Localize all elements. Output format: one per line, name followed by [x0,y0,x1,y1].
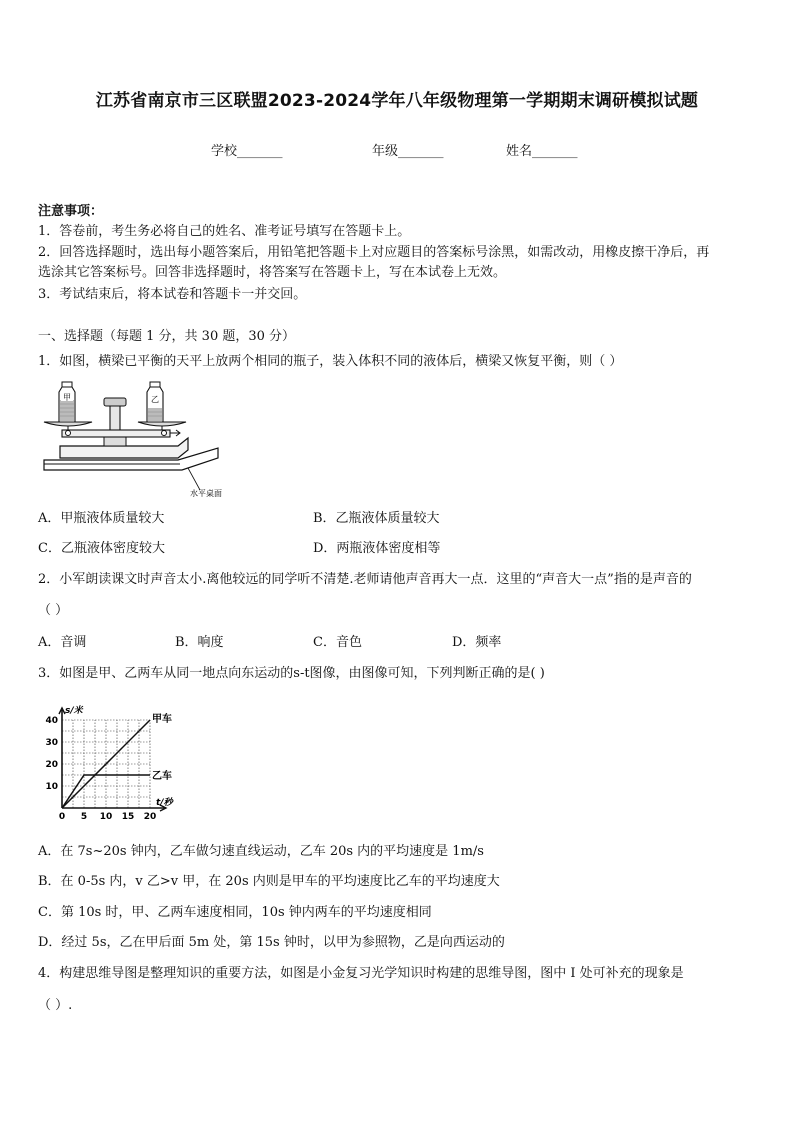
legend-yi: 乙车 [152,771,172,782]
q1-option-a: A．甲瓶液体质量较大 [38,511,165,526]
chart-xlabel: t/秒 [156,798,173,808]
q1-option-d: D．两瓶液体密度相等 [313,541,441,556]
q2-stem: 2．小军朗读课文时声音太小.离他较远的同学听不清楚.老师请他声音再大一点．这里的“声音大一点”指的是声音的 [38,572,692,587]
q3-option-b: B．在 0-5s 内，v 乙>v 甲，在 20s 内则是甲车的平均速度比乙车的平均速度大 [38,874,500,889]
table-caption: 水平桌面 [190,489,222,498]
y-tick-label: 40 [45,716,58,726]
x-tick-label: 0 [58,812,66,822]
st-chart [38,700,198,828]
school-field: 学校_______ [211,144,283,159]
bottle-yi-cap [150,382,160,387]
q1-option-b: B．乙瓶液体质量较大 [313,511,440,526]
q3-option-d: D．经过 5s，乙在甲后面 5m 处，第 15s 钟时，以甲为参照物，乙是向西运动的 [38,935,505,950]
q2-stem-cont: （ ） [38,603,69,618]
x-tick-label: 10 [99,812,113,822]
q3-option-a: A．在 7s~20s 钟内，乙车做匀速直线运动，乙车 20s 内的平均速度是 1m/s [38,844,484,859]
right-pan [138,422,186,426]
name-field: 姓名_______ [506,144,578,159]
bottle-label-jia: 甲 [63,393,71,402]
bottle-label-yi: 乙 [151,395,159,404]
balance-beam [62,430,170,437]
y-tick-label: 10 [45,782,58,792]
balance-figure [38,378,244,500]
notice-heading: 注意事项： [38,204,104,219]
left-pan [44,422,92,426]
y-tick-label: 20 [45,760,58,770]
notice-item-2-cont: 选涂其它答案标号。回答非选择题时，将答案写在答题卡上，写在本试卷上无效。 [38,265,507,280]
q2-option-b: B．响度 [175,635,224,650]
q1-stem: 1．如图，横梁已平衡的天平上放两个相同的瓶子，装入体积不同的液体后，横梁又恢复平衡，则（ ） [38,354,623,369]
page-title: 江苏省南京市三区联盟2023-2024学年八年级物理第一学期期末调研模拟试题 [95,91,699,111]
q3-stem: 3．如图是甲、乙两车从同一地点向东运动的s-t图像，由图像可知，下列判断正确的是( ) [38,666,545,681]
q2-option-a: A．音调 [38,635,87,650]
q2-option-d: D．频率 [452,635,502,650]
q4-stem: 4．构建思维导图是整理知识的重要方法，如图是小金复习光学知识时构建的思维导图，图中 I 处可补充的现象是 [38,966,684,981]
q2-option-c: C．音色 [313,635,362,650]
notice-item-2: 2．回答选择题时，选出每小题答案后，用铅笔把答题卡上对应题目的答案标号涂黑，如需改动，用橡皮擦干净后，再 [38,245,710,260]
x-tick-label: 15 [121,812,135,822]
grade-field: 年级_______ [372,144,444,159]
q3-option-c: C．第 10s 时，甲、乙两车速度相同，10s 钟内两车的平均速度相同 [38,905,432,920]
y-tick-label: 30 [45,738,58,748]
notice-item-3: 3．考试结束后，将本试卷和答题卡一并交回。 [38,287,307,302]
bottle-jia-cap [62,382,72,387]
x-tick-label: 5 [80,812,88,822]
chart-ylabel: s/米 [65,706,83,716]
legend-jia: 甲车 [152,714,172,725]
q4-stem-cont: （ ）. [38,998,73,1013]
section-heading: 一、选择题（每题 1 分，共 30 题，30 分） [38,329,296,344]
q1-option-c: C．乙瓶液体密度较大 [38,541,165,556]
notice-item-1: 1．答卷前，考生务必将自己的姓名、准考证号填写在答题卡上。 [38,224,411,239]
x-tick-label: 20 [143,812,157,822]
